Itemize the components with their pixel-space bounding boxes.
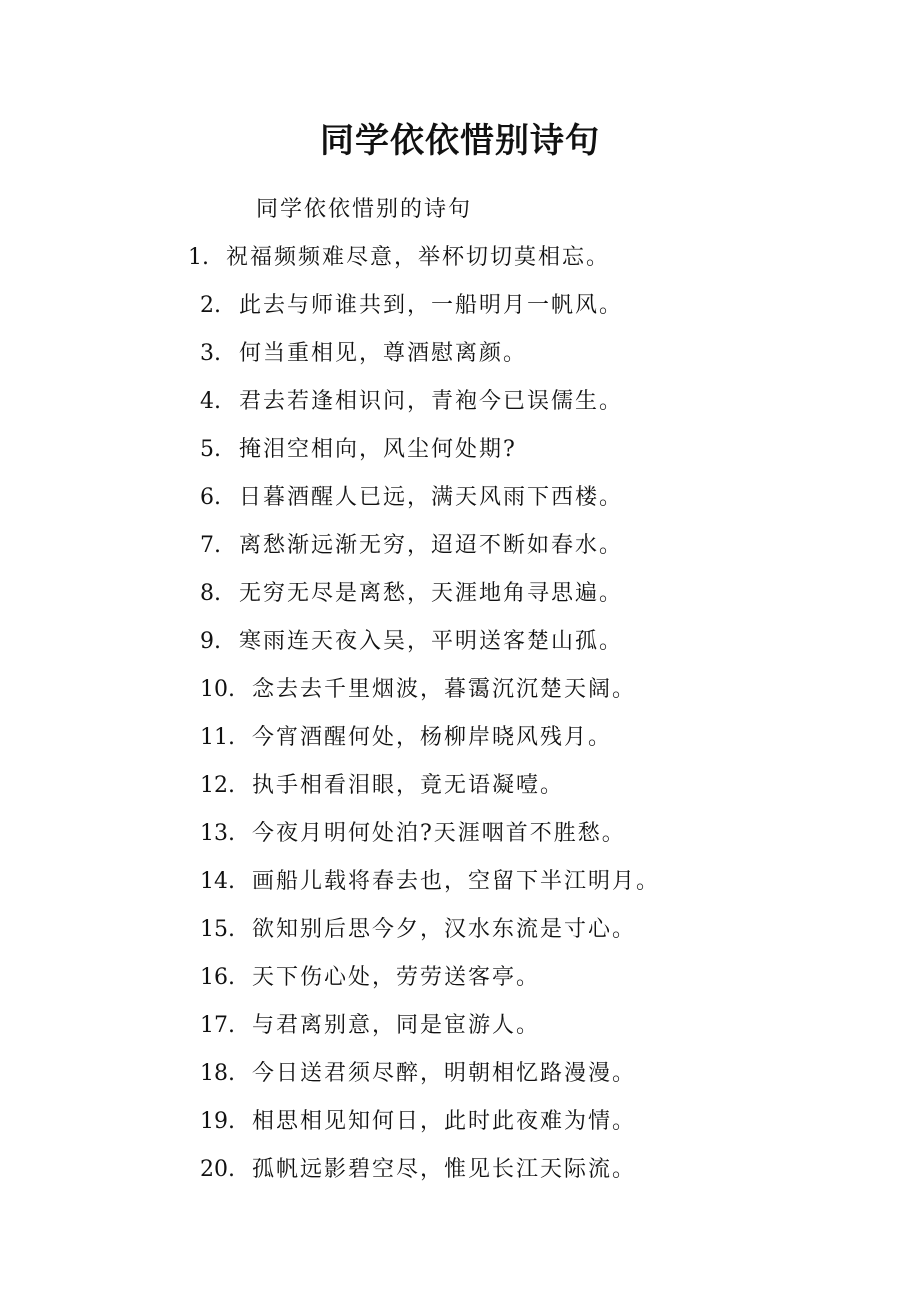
item-text: 执手相看泪眼，竟无语凝噎。 xyxy=(252,773,565,798)
item-number: 8. xyxy=(200,581,221,606)
item-number: 2. xyxy=(200,293,221,318)
item-text: 掩泪空相向，风尘何处期? xyxy=(239,437,517,462)
page-title: 同学依依惜别诗句 xyxy=(320,121,600,161)
item-number: 12. xyxy=(200,773,235,798)
item-text: 与君离别意，同是宦游人。 xyxy=(252,1013,541,1038)
item-text: 日暮酒醒人已远，满天风雨下西楼。 xyxy=(239,485,624,510)
item-text: 寒雨连天夜入吴，平明送客楚山孤。 xyxy=(239,629,624,654)
item-text: 孤帆远影碧空尽，惟见长江天际流。 xyxy=(252,1157,637,1182)
item-text: 无穷无尽是离愁，天涯地角寻思遍。 xyxy=(239,581,624,606)
item-text: 何当重相见，尊酒慰离颜。 xyxy=(239,341,528,366)
item-number: 1. xyxy=(188,245,209,270)
item-number: 15. xyxy=(200,917,235,942)
item-text: 画船儿载将春去也，空留下半江明月。 xyxy=(252,869,661,894)
item-text: 相思相见知何日，此时此夜难为情。 xyxy=(252,1109,637,1134)
item-text: 离愁渐远渐无穷，迢迢不断如春水。 xyxy=(239,533,624,558)
item-number: 6. xyxy=(200,485,221,510)
item-number: 4. xyxy=(200,389,221,414)
item-text: 今日送君须尽醉，明朝相忆路漫漫。 xyxy=(252,1061,637,1086)
item-number: 20. xyxy=(200,1157,235,1182)
page-subtitle: 同学依依惜别的诗句 xyxy=(256,197,473,222)
item-text: 今宵酒醒何处，杨柳岸晓风残月。 xyxy=(252,725,613,750)
item-text: 念去去千里烟波，暮霭沉沉楚天阔。 xyxy=(252,677,637,702)
item-number: 18. xyxy=(200,1061,235,1086)
item-text: 今夜月明何处泊?天涯咽首不胜愁。 xyxy=(252,821,626,846)
item-number: 11. xyxy=(200,725,235,750)
item-number: 19. xyxy=(200,1109,235,1134)
item-text: 君去若逢相识问，青袍今已误儒生。 xyxy=(239,389,624,414)
item-number: 9. xyxy=(200,629,221,654)
item-text: 此去与师谁共到，一船明月一帆风。 xyxy=(239,293,624,318)
item-number: 14. xyxy=(200,869,235,894)
item-text: 天下伤心处，劳劳送客亭。 xyxy=(252,965,541,990)
item-number: 3. xyxy=(200,341,221,366)
item-number: 16. xyxy=(200,965,235,990)
item-number: 17. xyxy=(200,1013,235,1038)
item-number: 5. xyxy=(200,437,221,462)
item-text: 欲知别后思今夕，汉水东流是寸心。 xyxy=(252,917,637,942)
item-number: 7. xyxy=(200,533,221,558)
item-text: 祝福频频难尽意，举杯切切莫相忘。 xyxy=(226,245,611,270)
item-number: 13. xyxy=(200,821,235,846)
item-number: 10. xyxy=(200,677,235,702)
